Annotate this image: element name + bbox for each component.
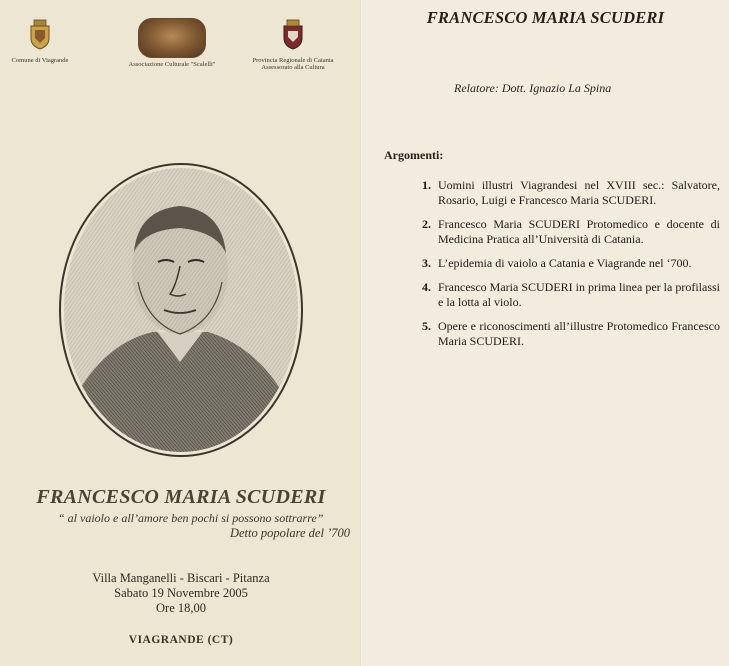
- topics-heading: Argomenti:: [384, 148, 444, 162]
- cover-title: FRANCESCO MARIA SCUDERI: [36, 486, 326, 508]
- item-text: Opere e riconoscimenti all’illustre Protomedico Francesco Maria SCUDERI.: [438, 319, 720, 348]
- item-text: Francesco Maria SCUDERI in prima linea per la profilassi e la lotta al violo.: [438, 280, 720, 309]
- logo-provincia: [243, 18, 343, 71]
- crest-icon: [27, 18, 53, 50]
- list-item: [422, 178, 720, 208]
- list-item: [422, 280, 720, 310]
- logo-caption: Comune di Viagrande: [11, 57, 69, 64]
- item-number: 5.: [422, 319, 431, 333]
- item-number: 1.: [422, 178, 431, 192]
- logo-comune: [10, 18, 70, 64]
- crest-icon: [280, 18, 306, 50]
- portrait-engraving: [58, 162, 304, 458]
- list-item: [422, 256, 720, 271]
- logo-caption: Associazione Culturale "Scalelli": [128, 61, 216, 68]
- item-number: 3.: [422, 256, 431, 270]
- inner-title: FRANCESCO MARIA SCUDERI: [426, 8, 665, 27]
- item-text: L’epidemia di vaiolo a Catania e Viagrande nel ‘700.: [438, 256, 692, 270]
- cover-quote: “ al vaiolo e all’amore ben pochi si possono sottrarre”: [58, 511, 324, 525]
- topics-list: [422, 178, 720, 358]
- item-text: Uomini illustri Viagrandesi nel XVIII sec.: Salvatore, Rosario, Luigi e Francesco Maria SCUDERI.: [438, 178, 720, 207]
- list-item: [422, 319, 720, 349]
- quote-source: Detto popolare del ’700: [229, 526, 350, 540]
- photo-emblem: [138, 18, 206, 58]
- logo-associazione: [112, 18, 232, 68]
- venue-line: Villa Manganelli - Biscari - Pitanza: [92, 571, 270, 585]
- event-details: [0, 571, 362, 616]
- date-line: Sabato 19 Novembre 2005: [114, 586, 248, 600]
- brochure-cover: [0, 0, 362, 666]
- item-number: 2.: [422, 217, 431, 231]
- list-item: [422, 217, 720, 247]
- item-text: Francesco Maria SCUDERI Protomedico e docente di Medicina Pratica all’Università di Catania.: [438, 217, 720, 246]
- logo-caption: Provincia Regionale di Catania Assessorato alla Cultura: [252, 57, 334, 71]
- time-line: Ore 18,00: [156, 601, 206, 615]
- city-line: VIAGRANDE (CT): [128, 634, 234, 646]
- item-number: 4.: [422, 280, 431, 294]
- brochure-inner: [362, 0, 729, 666]
- speaker-line: Relatore: Dott. Ignazio La Spina: [454, 81, 612, 95]
